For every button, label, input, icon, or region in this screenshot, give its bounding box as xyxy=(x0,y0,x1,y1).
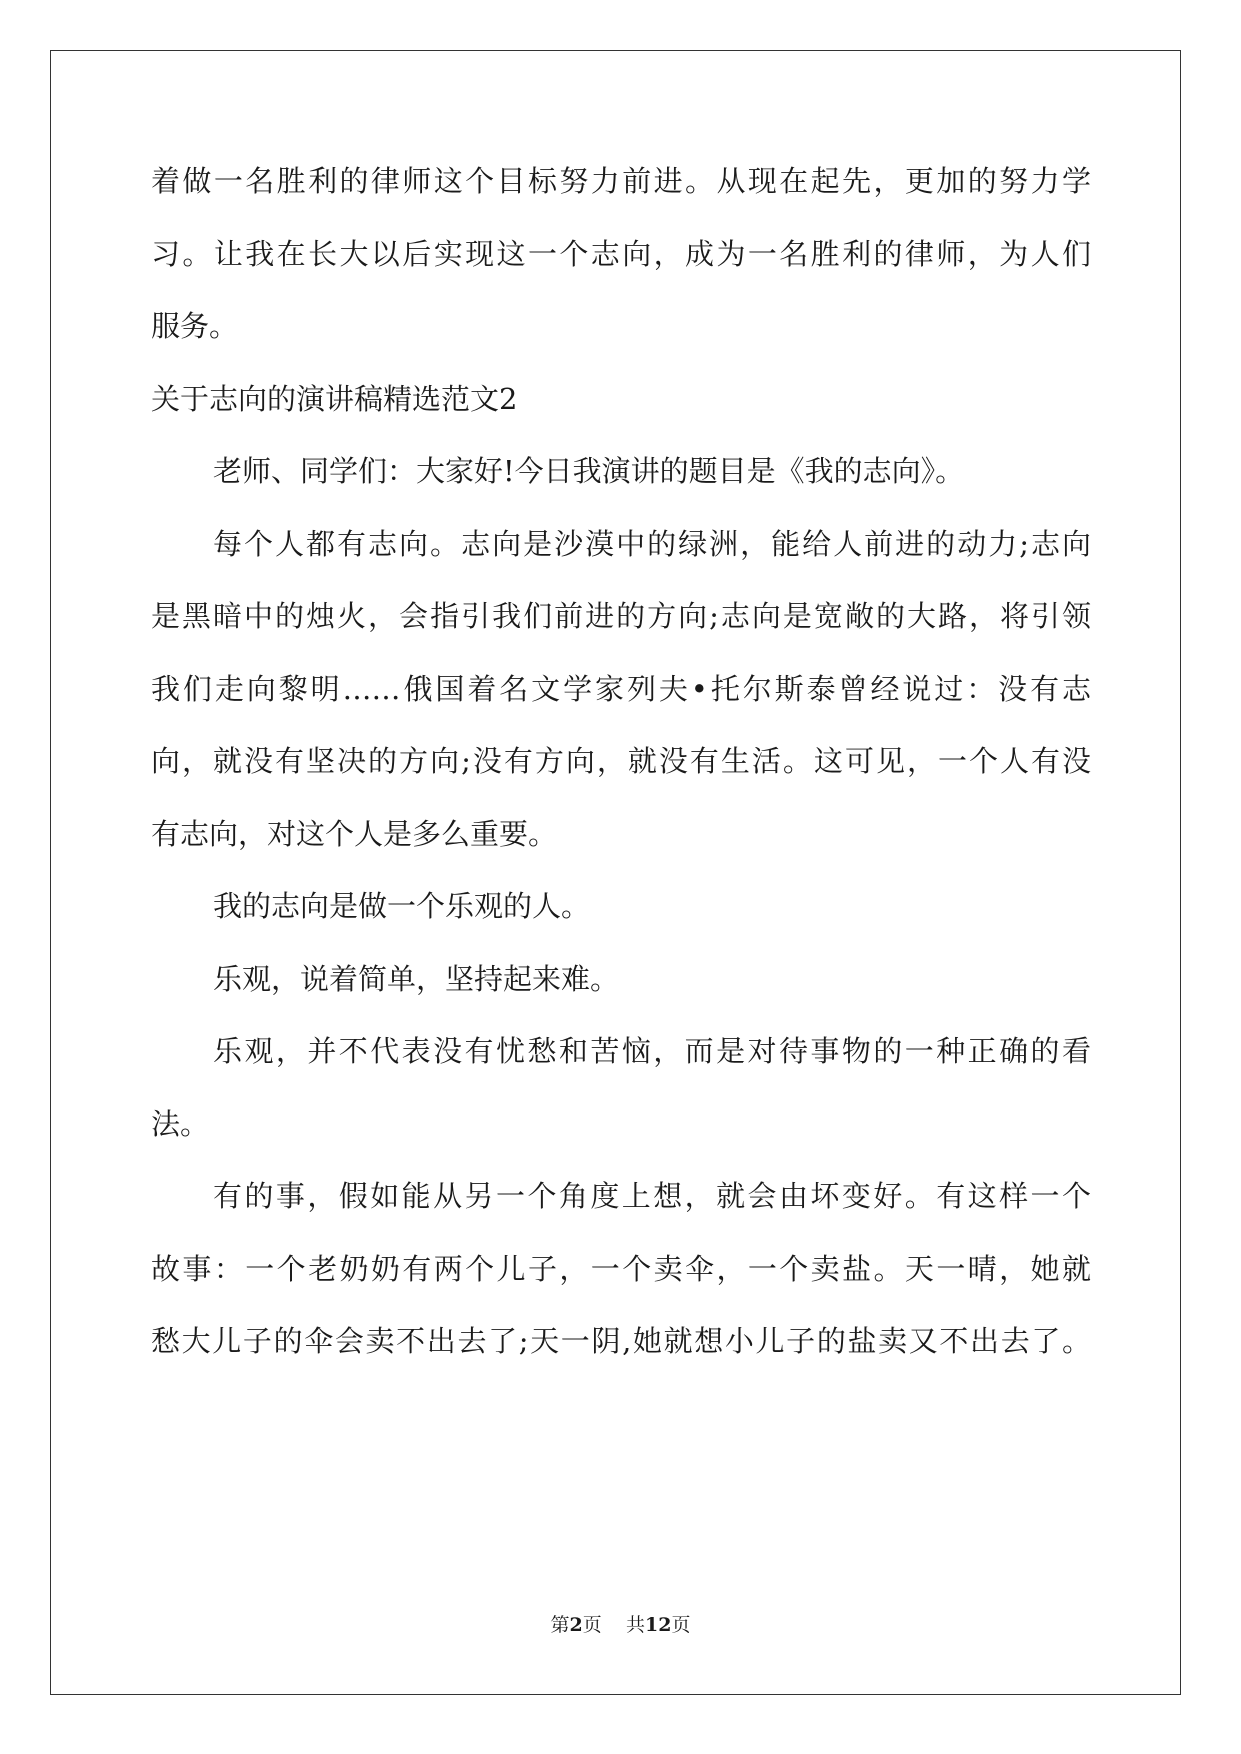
body-line-11: 我的志向是做一个乐观的人。 xyxy=(213,889,591,923)
body-line-3: 服务。 xyxy=(151,309,239,343)
total-page-count: 12 xyxy=(644,1614,672,1636)
body-line-9: 向，就没有坚决的方向;没有方向，就没有生活。这可见，一个人有没 xyxy=(151,744,1091,778)
body-line-17: 愁大儿子的伞会卖不出去了;天一阴,她就想小儿子的盐卖又不出去了。 xyxy=(151,1324,1091,1358)
body-line-12: 乐观，说着简单，坚持起来难。 xyxy=(213,962,620,996)
section-heading: 关于志向的演讲稿精选范文2 xyxy=(151,382,518,416)
page-footer xyxy=(0,1613,1241,1637)
body-line-13: 乐观，并不代表没有忧愁和苦恼，而是对待事物的一种正确的看 xyxy=(213,1034,1091,1068)
footer-total-suffix: 页 xyxy=(671,1614,691,1636)
body-line-15: 有的事，假如能从另一个角度上想，就会由坏变好。有这样一个 xyxy=(213,1179,1091,1213)
body-line-6: 每个人都有志向。志向是沙漠中的绿洲，能给人前进的动力;志向 xyxy=(213,527,1091,561)
footer-total-prefix: 共 xyxy=(625,1614,645,1636)
footer-prefix: 第 xyxy=(550,1614,570,1636)
greeting-paragraph: 老师、同学们：大家好!今日我演讲的题目是《我的志向》。 xyxy=(213,454,965,488)
body-line-7: 是黑暗中的烛火，会指引我们前进的方向;志向是宽敞的大路，将引领 xyxy=(151,599,1091,633)
body-line-1: 着做一名胜利的律师这个目标努力前进。从现在起先，更加的努力学 xyxy=(151,164,1091,198)
current-page-number: 2 xyxy=(569,1614,583,1636)
body-line-10: 有志向，对这个人是多么重要。 xyxy=(151,817,558,851)
page-border xyxy=(50,50,1181,1695)
body-line-8: 我们走向黎明……俄国着名文学家列夫•托尔斯泰曾经说过：没有志 xyxy=(151,672,1091,706)
body-line-2: 习。让我在长大以后实现这一个志向，成为一名胜利的律师，为人们 xyxy=(151,237,1091,271)
body-line-14: 法。 xyxy=(151,1107,210,1141)
footer-page-suffix: 页 xyxy=(582,1614,602,1636)
body-line-16: 故事：一个老奶奶有两个儿子，一个卖伞，一个卖盐。天一晴，她就 xyxy=(151,1252,1091,1286)
